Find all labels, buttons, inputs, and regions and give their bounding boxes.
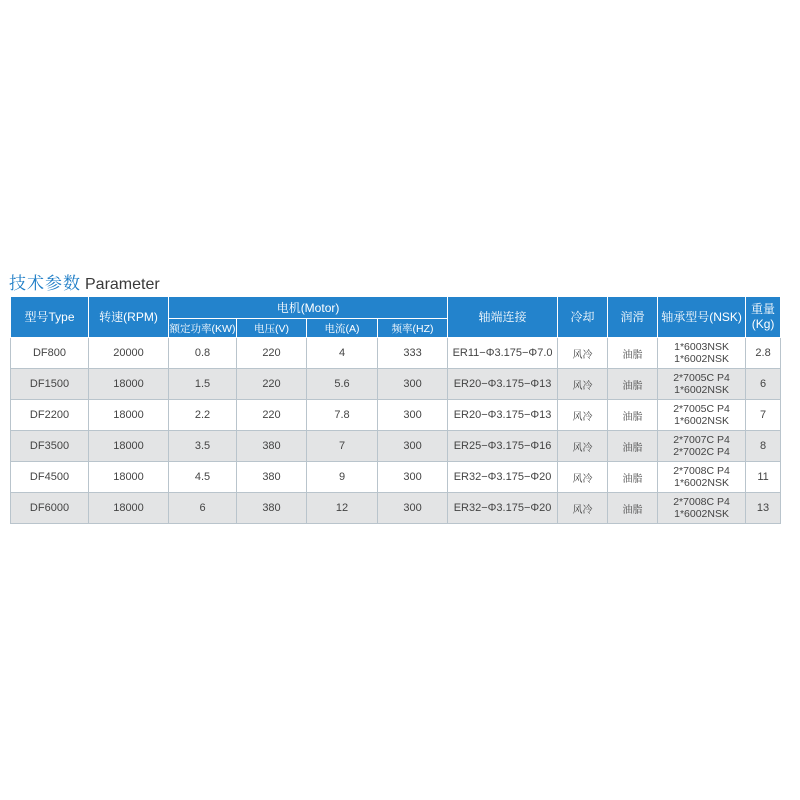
cell-shaft: ER25−Φ3.175−Φ16 — [448, 431, 558, 462]
header-shaft: 轴端连接 — [448, 297, 558, 338]
title-english: Parameter — [85, 276, 160, 293]
bearing-line1: 1*6003NSK — [674, 341, 729, 353]
cell-current: 9 — [307, 462, 378, 493]
table-row — [11, 462, 781, 493]
header-motor: 电机(Motor) — [169, 297, 448, 319]
table-row — [11, 400, 781, 431]
header-weight-line2: (Kg) — [751, 317, 775, 331]
bearing-line2: 1*6002NSK — [674, 353, 729, 365]
cell-shaft: ER20−Φ3.175−Φ13 — [448, 400, 558, 431]
cell-power: 4.5 — [169, 462, 237, 493]
cell-shaft: ER32−Φ3.175−Φ20 — [448, 462, 558, 493]
cell-power: 2.2 — [169, 400, 237, 431]
cell-lubrication: 油脂 — [608, 431, 658, 462]
cell-weight: 6 — [746, 369, 781, 400]
table-row — [11, 493, 781, 524]
cell-speed: 20000 — [89, 338, 169, 369]
cell-weight: 2.8 — [746, 338, 781, 369]
bearing-line1: 2*7007C P4 — [673, 434, 730, 446]
bearing-line2: 1*6002NSK — [674, 415, 729, 427]
cell-lubrication: 油脂 — [608, 400, 658, 431]
header-voltage: 电压(V) — [237, 319, 307, 338]
cell-bearing — [658, 369, 746, 400]
cell-voltage: 380 — [237, 431, 307, 462]
cell-weight: 13 — [746, 493, 781, 524]
cell-voltage: 380 — [237, 462, 307, 493]
cell-frequency: 300 — [378, 462, 448, 493]
cell-type: DF3500 — [11, 431, 89, 462]
bearing-line2: 1*6002NSK — [674, 384, 729, 396]
cell-cooling: 风冷 — [558, 400, 608, 431]
bearing-line2: 1*6002NSK — [674, 508, 729, 520]
cell-speed: 18000 — [89, 400, 169, 431]
cell-power: 1.5 — [169, 369, 237, 400]
cell-current: 4 — [307, 338, 378, 369]
cell-bearing — [658, 400, 746, 431]
page-title — [9, 272, 160, 296]
cell-shaft: ER32−Φ3.175−Φ20 — [448, 493, 558, 524]
cell-current: 5.6 — [307, 369, 378, 400]
cell-voltage: 220 — [237, 400, 307, 431]
header-lubrication: 润滑 — [608, 297, 658, 338]
header-power: 额定功率(KW) — [169, 319, 237, 338]
bearing-line1: 2*7005C P4 — [673, 403, 730, 415]
cell-type: DF800 — [11, 338, 89, 369]
cell-cooling: 风冷 — [558, 431, 608, 462]
cell-type: DF6000 — [11, 493, 89, 524]
cell-speed: 18000 — [89, 369, 169, 400]
header-cooling: 冷却 — [558, 297, 608, 338]
cell-voltage: 220 — [237, 338, 307, 369]
cell-type: DF2200 — [11, 400, 89, 431]
cell-shaft: ER20−Φ3.175−Φ13 — [448, 369, 558, 400]
header-bearing: 轴承型号(NSK) — [658, 297, 746, 338]
bearing-line2: 1*6002NSK — [674, 477, 729, 489]
table-row — [11, 369, 781, 400]
bearing-line1: 2*7008C P4 — [673, 465, 730, 477]
cell-speed: 18000 — [89, 431, 169, 462]
cell-frequency: 300 — [378, 369, 448, 400]
cell-lubrication: 油脂 — [608, 493, 658, 524]
cell-lubrication: 油脂 — [608, 369, 658, 400]
cell-power: 3.5 — [169, 431, 237, 462]
cell-power: 0.8 — [169, 338, 237, 369]
cell-frequency: 300 — [378, 431, 448, 462]
header-row-1 — [11, 297, 781, 319]
cell-lubrication: 油脂 — [608, 462, 658, 493]
header-type: 型号Type — [11, 297, 89, 338]
cell-bearing — [658, 462, 746, 493]
header-speed: 转速(RPM) — [89, 297, 169, 338]
cell-cooling: 风冷 — [558, 462, 608, 493]
cell-bearing — [658, 493, 746, 524]
cell-current: 12 — [307, 493, 378, 524]
cell-weight: 8 — [746, 431, 781, 462]
cell-voltage: 220 — [237, 369, 307, 400]
title-chinese: 技术参数 — [9, 274, 81, 293]
cell-cooling: 风冷 — [558, 369, 608, 400]
cell-frequency: 300 — [378, 493, 448, 524]
cell-weight: 11 — [746, 462, 781, 493]
cell-shaft: ER11−Φ3.175−Φ7.0 — [448, 338, 558, 369]
cell-power: 6 — [169, 493, 237, 524]
bearing-line1: 2*7008C P4 — [673, 496, 730, 508]
cell-voltage: 380 — [237, 493, 307, 524]
cell-bearing — [658, 338, 746, 369]
cell-cooling: 风冷 — [558, 493, 608, 524]
header-weight-line1: 重量 — [751, 302, 776, 316]
cell-type: DF4500 — [11, 462, 89, 493]
parameter-table — [10, 296, 781, 524]
cell-weight: 7 — [746, 400, 781, 431]
table-row — [11, 431, 781, 462]
cell-speed: 18000 — [89, 493, 169, 524]
cell-type: DF1500 — [11, 369, 89, 400]
cell-frequency: 333 — [378, 338, 448, 369]
bearing-line2: 2*7002C P4 — [673, 446, 730, 458]
header-weight — [746, 297, 781, 338]
cell-current: 7 — [307, 431, 378, 462]
cell-speed: 18000 — [89, 462, 169, 493]
cell-frequency: 300 — [378, 400, 448, 431]
cell-lubrication: 油脂 — [608, 338, 658, 369]
header-frequency: 频率(HZ) — [378, 319, 448, 338]
cell-cooling: 风冷 — [558, 338, 608, 369]
cell-bearing — [658, 431, 746, 462]
table-row — [11, 338, 781, 369]
header-current: 电流(A) — [307, 319, 378, 338]
cell-current: 7.8 — [307, 400, 378, 431]
bearing-line1: 2*7005C P4 — [673, 372, 730, 384]
